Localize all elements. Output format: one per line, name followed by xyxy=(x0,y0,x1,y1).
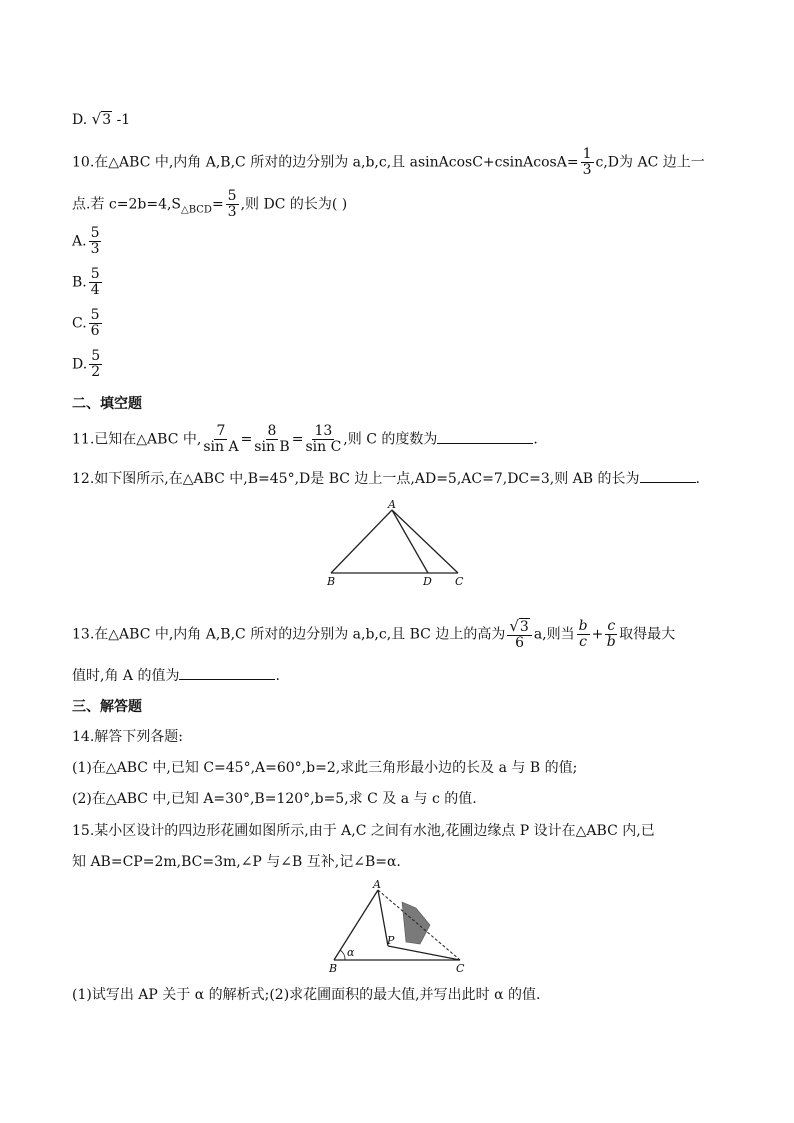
side-ab xyxy=(334,890,378,960)
vertex-label-c: C xyxy=(455,575,464,588)
q10-line1 xyxy=(72,147,705,178)
q10-text-a: 10.在△ABC 中,内角 A,B,C 所对的边分别为 a,b,c,且 asinAcosC+csinAcosA= xyxy=(72,154,579,171)
q15-line1: 15.某小区设计的四边形花圃如图所示,由于 A,C 之间有水池,花圃边缘点 P 设计在△ABC 内,已 xyxy=(72,823,655,839)
q15-line3: (1)试写出 AP 关于 α 的解析式;(2)求花圃面积的最大值,并写出此时 α 的值. xyxy=(72,987,541,1003)
fraction-c-over-b xyxy=(605,619,617,650)
fraction-five-thirds xyxy=(226,189,239,220)
denominator: 6 xyxy=(90,323,100,339)
q15-quadrilateral-figure xyxy=(322,878,472,976)
denominator: 2 xyxy=(91,364,101,380)
q12-text: 12.如下图所示,在△ABC 中,B=45°,D是 BC 边上一点,AD=5,AC=7,DC=3,则 AB 的长为 xyxy=(72,471,640,487)
fraction-8-sinB xyxy=(254,424,289,455)
q15-line2: 知 AB=CP=2m,BC=3m,∠P 与∠B 互补,记∠B=α. xyxy=(72,854,401,870)
denominator: 3 xyxy=(227,204,237,220)
denominator: b xyxy=(606,634,616,650)
answer-blank[interactable] xyxy=(179,665,275,680)
numerator xyxy=(507,618,531,636)
numerator: 5 xyxy=(90,307,100,323)
q14-part1: (1)在△ABC 中,已知 C=45°,A=60°,b=2,求此三角形最小边的长及 a 与 B 的值; xyxy=(72,760,578,776)
q13-text-a: 13.在△ABC 中,内角 A,B,C 所对的边分别为 a,b,c,且 BC 边上的高为 xyxy=(72,626,506,643)
fraction-13-sinC xyxy=(305,424,341,455)
q13-text-b: a,则当 xyxy=(533,626,575,643)
option-fraction xyxy=(89,226,102,257)
vertex-label-c: C xyxy=(456,962,465,975)
vertex-label-a: A xyxy=(373,878,381,891)
angle-label-alpha: α xyxy=(347,946,355,959)
numerator: 5 xyxy=(227,188,237,204)
option-fraction xyxy=(89,349,102,380)
fraction-one-third xyxy=(581,147,594,178)
answer-blank[interactable] xyxy=(437,429,533,444)
q11-suffix: ,则 C 的度数为 xyxy=(343,431,438,448)
subscript: △BCD xyxy=(181,204,212,216)
q10-text-d: ,则 DC 的长为( ) xyxy=(240,196,348,213)
option-label: C. xyxy=(72,315,87,332)
q13-text-c: 取得最大 xyxy=(619,626,676,643)
denominator: sin C xyxy=(305,439,342,455)
option-label: D. xyxy=(72,356,88,373)
option-fraction xyxy=(89,267,102,298)
vertex-label-p: P xyxy=(387,934,395,947)
segment-pc xyxy=(388,946,460,960)
radicand: 3 xyxy=(519,619,529,635)
q10-option-d xyxy=(72,349,104,380)
sqrt-expression: √ 3 xyxy=(91,110,112,128)
fraction-7-sinA xyxy=(203,424,238,455)
q9-option-d xyxy=(72,110,130,130)
q12-triangle-figure xyxy=(322,498,472,590)
side-ab xyxy=(331,510,392,573)
vertex-label-a: A xyxy=(388,498,396,511)
q11-prefix: 11.已知在△ABC 中, xyxy=(72,431,202,448)
answer-blank[interactable] xyxy=(640,468,696,483)
numerator: 7 xyxy=(216,423,226,439)
section-heading-answer: 三、解答题 xyxy=(72,699,142,715)
q10-text-b: c,D为 AC 边上一 xyxy=(595,154,705,171)
option-label: A. xyxy=(72,233,87,250)
plus-sign: + xyxy=(591,626,604,643)
numerator: 5 xyxy=(91,348,101,364)
numerator: 5 xyxy=(90,225,100,241)
denominator: 6 xyxy=(515,635,525,651)
fraction-root3-over-6 xyxy=(507,618,531,651)
denominator: 3 xyxy=(90,241,100,257)
q13-text-d: 值时,角 A 的值为 xyxy=(72,668,180,684)
denominator: sin B xyxy=(254,439,290,455)
period: . xyxy=(275,668,280,684)
denominator: sin A xyxy=(203,439,239,455)
q14-title: 14.解答下列各题: xyxy=(72,729,183,745)
q13-line1 xyxy=(72,618,675,651)
side-ac xyxy=(392,510,458,573)
q10-line2 xyxy=(72,189,347,220)
section-heading-fill-in: 二、填空题 xyxy=(72,396,142,412)
numerator: 13 xyxy=(314,423,333,439)
segment-ad xyxy=(392,510,428,573)
q11: 11.已知在△ABC 中, $\frac{7}{\text{sin A}}$ = $\frac{8}{\text{sin B}}$ = $\frac{13}{\text{sin C}}$ ,则 C 的度数为 . xyxy=(72,423,538,455)
q14-part2: (2)在△ABC 中,已知 A=30°,B=120°,b=5,求 C 及 a 与 c 的值. xyxy=(72,791,477,807)
angle-arc xyxy=(340,950,345,960)
vertex-label-b: B xyxy=(329,962,338,975)
numerator: 8 xyxy=(267,423,277,439)
option-label: B. xyxy=(72,274,87,291)
equals: = xyxy=(211,196,224,213)
numerator: 5 xyxy=(90,266,100,282)
option-fraction xyxy=(89,308,102,339)
fraction-b-over-c xyxy=(577,619,590,650)
vertex-label-d: D xyxy=(423,575,432,588)
option-label: D. xyxy=(72,112,88,128)
period: . xyxy=(533,431,538,448)
numerator: c xyxy=(607,618,616,634)
q13-line2 xyxy=(72,665,280,686)
numerator: b xyxy=(578,618,588,634)
q12 xyxy=(72,468,700,489)
numerator: 1 xyxy=(582,146,592,162)
expression-rest: -1 xyxy=(116,112,131,128)
denominator: 4 xyxy=(90,282,100,298)
q10-option-a xyxy=(72,226,103,257)
denominator: c xyxy=(579,634,588,650)
q10-option-c xyxy=(72,308,104,339)
period: . xyxy=(695,471,700,487)
q10-text-c: 点.若 c=2b=4,S xyxy=(72,196,182,213)
sqrt-expression: √ 3 xyxy=(509,617,529,635)
radicand: 3 xyxy=(102,112,112,128)
denominator: 3 xyxy=(582,162,592,178)
q10-option-b xyxy=(72,267,104,298)
vertex-label-b: B xyxy=(327,575,336,588)
